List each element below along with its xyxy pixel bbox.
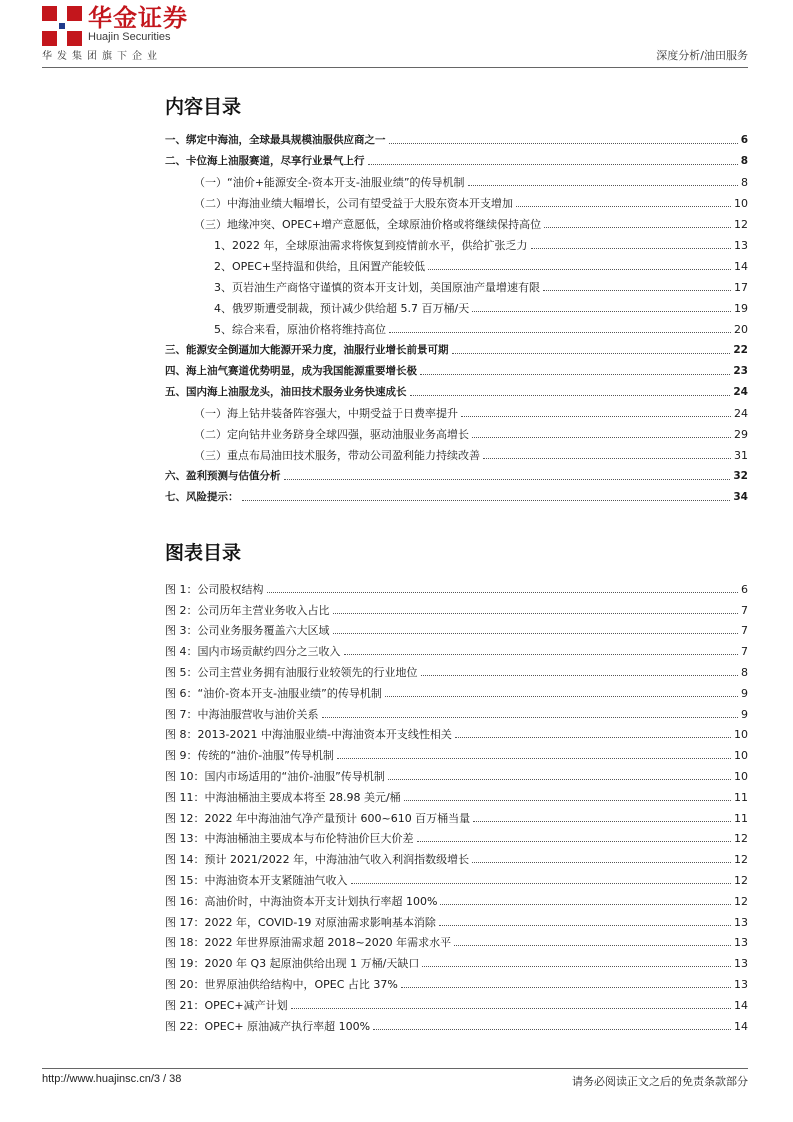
toc-entry[interactable] xyxy=(165,168,748,189)
toc-entry-page: 24 xyxy=(734,407,748,420)
figure-entry-page: 11 xyxy=(734,790,748,804)
toc-entry[interactable] xyxy=(165,231,748,252)
dot-leader xyxy=(417,841,732,842)
toc-entry-page: 17 xyxy=(734,281,748,294)
dot-leader xyxy=(333,633,739,634)
toc-entry-text: （一）“油价+能源安全-资本开支-油服业绩”的传导机制 xyxy=(194,176,465,189)
figure-list-title: 图表目录 xyxy=(165,542,242,564)
figure-entry-text: 图 17：2022 年，COVID-19 对原油需求影响基本消除 xyxy=(165,915,436,929)
dot-leader xyxy=(333,613,739,614)
toc-entry-page: 24 xyxy=(733,386,748,398)
toc-entry-text: 3、页岩油生产商恪守谨慎的资本开支计划，美国原油产量增速有限 xyxy=(214,281,540,294)
dot-leader xyxy=(472,862,731,863)
toc-list xyxy=(165,126,748,504)
dot-leader xyxy=(516,206,731,207)
dot-leader xyxy=(468,185,738,186)
dot-leader xyxy=(439,925,731,926)
figure-entry[interactable] xyxy=(165,991,748,1012)
figure-entry-text: 图 12：2022 年中海油油气净产量预计 600~610 百万桶当量 xyxy=(165,811,471,825)
figure-entry-text: 图 10：国内市场适用的“油价-油服”传导机制 xyxy=(165,769,385,783)
figure-entry-text: 图 7：中海油服营收与油价关系 xyxy=(165,707,319,721)
toc-entry-page: 22 xyxy=(733,344,748,356)
figure-entry-page: 12 xyxy=(734,894,748,908)
dot-leader xyxy=(404,800,731,801)
dot-leader xyxy=(472,437,731,438)
toc-entry-text: 五、国内海上油服龙头，油田技术服务业务快速成长 xyxy=(165,386,407,398)
figure-entry-text: 图 6：“油价-资本开支-油服业绩”的传导机制 xyxy=(165,686,382,700)
dot-leader xyxy=(421,675,739,676)
brand-name-en: Huajin Securities xyxy=(88,31,171,43)
figure-entry[interactable] xyxy=(165,741,748,762)
toc-entry-page: 12 xyxy=(734,218,748,231)
report-type: 深度分析/油田服务 xyxy=(656,49,748,62)
figure-entry-text: 图 21：OPEC+减产计划 xyxy=(165,998,288,1012)
toc-entry-text: 1、2022 年，全球原油需求将恢复到疫情前水平，供给扩张乏力 xyxy=(214,239,528,252)
figure-entry-page: 7 xyxy=(741,624,748,638)
toc-entry-page: 34 xyxy=(733,491,748,503)
figure-entry-text: 图 2：公司历年主营业务收入占比 xyxy=(165,603,330,617)
figure-entry-page: 9 xyxy=(741,686,748,700)
dot-leader xyxy=(373,1029,731,1030)
huajin-logo-icon xyxy=(42,6,82,46)
figure-entry-page: 14 xyxy=(734,1019,748,1033)
toc-entry-text: 七、风险提示： xyxy=(165,491,239,503)
dot-leader xyxy=(385,696,738,697)
dot-leader xyxy=(428,269,731,270)
toc-entry-page: 8 xyxy=(740,155,748,167)
toc-entry[interactable] xyxy=(165,462,748,483)
dot-leader xyxy=(473,821,731,822)
dot-leader xyxy=(368,164,738,165)
toc-entry[interactable] xyxy=(165,189,748,210)
toc-entry-text: 一、绑定中海油，全球最具规模油服供应商之一 xyxy=(165,134,386,146)
dot-leader xyxy=(337,758,731,759)
dot-leader xyxy=(242,500,731,501)
toc-entry-text: 六、盈利预测与估值分析 xyxy=(165,470,281,482)
figure-entry-page: 14 xyxy=(734,998,748,1012)
toc-entry-page: 6 xyxy=(740,134,748,146)
figure-entry-text: 图 13：中海油桶油主要成本与布伦特油价巨大价差 xyxy=(165,832,414,846)
brand-name-cn: 华金证券 xyxy=(88,4,188,32)
figure-entry-text: 图 16：高油价时，中海油资本开支计划执行率超 100% xyxy=(165,894,438,908)
figure-entry[interactable] xyxy=(165,970,748,991)
figure-entry[interactable] xyxy=(165,866,748,887)
figure-entry-page: 12 xyxy=(734,873,748,887)
toc-entry-text: （二）定向钻井业务跻身全球四强，驱动油服业务高增长 xyxy=(194,428,469,441)
toc-entry-text: 4、俄罗斯遭受制裁，预计减少供给超 5.7 百万桶/天 xyxy=(214,302,470,315)
figure-entry[interactable] xyxy=(165,721,748,742)
toc-entry[interactable] xyxy=(165,336,748,357)
dot-leader xyxy=(410,395,731,396)
dot-leader xyxy=(420,374,730,375)
figure-entry[interactable] xyxy=(165,887,748,908)
figure-entry[interactable] xyxy=(165,929,748,950)
toc-entry[interactable] xyxy=(165,420,748,441)
dot-leader xyxy=(388,779,731,780)
figure-entry[interactable] xyxy=(165,908,748,929)
dot-leader xyxy=(389,332,731,333)
toc-entry[interactable] xyxy=(165,315,748,336)
dot-leader xyxy=(389,143,738,144)
toc-entry-page: 31 xyxy=(734,449,748,462)
toc-entry[interactable] xyxy=(165,252,748,273)
toc-entry-page: 32 xyxy=(733,470,748,482)
figure-entry[interactable] xyxy=(165,700,748,721)
toc-entry[interactable] xyxy=(165,210,748,231)
toc-entry-text: （一）海上钻井装备阵容强大，中期受益于日费率提升 xyxy=(194,407,458,420)
figure-entry-text: 图 8：2013-2021 中海油服业绩-中海油资本开支线性相关 xyxy=(165,728,452,742)
toc-entry-text: 二、卡位海上油服赛道，尽享行业景气上行 xyxy=(165,155,365,167)
toc-entry-text: 2、OPEC+坚持温和供给，且闲置产能较低 xyxy=(214,260,426,273)
dot-leader xyxy=(284,479,731,480)
figure-entry[interactable] xyxy=(165,783,748,804)
figure-entry[interactable] xyxy=(165,658,748,679)
toc-entry-text: 5、综合来看，原油价格将维持高位 xyxy=(214,323,386,336)
figure-entry-page: 10 xyxy=(734,769,748,783)
toc-entry[interactable] xyxy=(165,378,748,399)
toc-entry-text: （二）中海油业绩大幅增长，公司有望受益于大股东资本开支增加 xyxy=(194,197,513,210)
toc-entry-text: （三）重点布局油田技术服务，带动公司盈利能力持续改善 xyxy=(194,449,480,462)
figure-entry-text: 图 3：公司业务服务覆盖六大区域 xyxy=(165,624,330,638)
figure-entry-page: 10 xyxy=(734,728,748,742)
figure-entry[interactable] xyxy=(165,617,748,638)
toc-entry[interactable] xyxy=(165,147,748,168)
dot-leader xyxy=(543,290,731,291)
figure-entry-text: 图 15：中海油资本开支紧随油气收入 xyxy=(165,873,348,887)
figure-entry[interactable] xyxy=(165,949,748,970)
toc-entry-page: 8 xyxy=(741,176,748,189)
figure-entry-text: 图 5：公司主营业务拥有油服行业较领先的行业地位 xyxy=(165,665,418,679)
dot-leader xyxy=(344,654,739,655)
company-slogan: 华发集团旗下企业 xyxy=(42,51,162,62)
figure-entry[interactable] xyxy=(165,845,748,866)
figure-entry-page: 13 xyxy=(734,936,748,950)
figure-entry-text: 图 22：OPEC+ 原油减产执行率超 100% xyxy=(165,1019,371,1033)
figure-entry[interactable] xyxy=(165,575,748,596)
figure-entry[interactable] xyxy=(165,1012,748,1033)
figure-entry-text: 图 18：2022 年世界原油需求超 2018~2020 年需求水平 xyxy=(165,936,452,950)
figure-entry-page: 11 xyxy=(734,811,748,825)
dot-leader xyxy=(291,1008,731,1009)
figure-entry-text: 图 9：传统的“油价-油服”传导机制 xyxy=(165,749,334,763)
dot-leader xyxy=(440,904,731,905)
toc-entry-page: 20 xyxy=(734,323,748,336)
toc-entry[interactable] xyxy=(165,399,748,420)
toc-entry-page: 10 xyxy=(734,197,748,210)
toc-entry-text: 四、海上油气赛道优势明显，成为我国能源重要增长极 xyxy=(165,365,417,377)
figure-entry[interactable] xyxy=(165,762,748,783)
figure-entry-page: 13 xyxy=(734,957,748,971)
figure-entry[interactable] xyxy=(165,804,748,825)
dot-leader xyxy=(544,227,731,228)
dot-leader xyxy=(454,945,731,946)
figure-list xyxy=(165,575,748,1033)
figure-entry-page: 8 xyxy=(741,665,748,679)
dot-leader xyxy=(452,353,731,354)
toc-entry[interactable] xyxy=(165,294,748,315)
dot-leader xyxy=(472,311,731,312)
toc-entry[interactable] xyxy=(165,441,748,462)
footer-disclaimer: 请务必阅读正文之后的免责条款部分 xyxy=(572,1075,748,1088)
figure-entry-text: 图 1：公司股权结构 xyxy=(165,582,264,596)
dot-leader xyxy=(461,416,731,417)
footer-divider xyxy=(42,1068,748,1069)
toc-entry-page: 13 xyxy=(734,239,748,252)
figure-entry-page: 13 xyxy=(734,977,748,991)
figure-entry-page: 12 xyxy=(734,853,748,867)
figure-entry-page: 9 xyxy=(741,707,748,721)
figure-entry-page: 7 xyxy=(741,645,748,659)
figure-entry-page: 6 xyxy=(741,582,748,596)
dot-leader xyxy=(483,458,731,459)
toc-entry[interactable] xyxy=(165,273,748,294)
figure-entry[interactable] xyxy=(165,637,748,658)
header-divider xyxy=(42,67,748,68)
figure-entry[interactable] xyxy=(165,825,748,846)
toc-entry-page: 19 xyxy=(734,302,748,315)
toc-entry[interactable] xyxy=(165,126,748,147)
toc-entry-page: 14 xyxy=(734,260,748,273)
toc-title: 内容目录 xyxy=(165,96,242,118)
dot-leader xyxy=(422,966,731,967)
dot-leader xyxy=(267,592,739,593)
figure-entry-text: 图 14：预计 2021/2022 年，中海油油气收入利润指数级增长 xyxy=(165,853,470,867)
figure-entry[interactable] xyxy=(165,596,748,617)
footer-url-page[interactable]: http://www.huajinsc.cn/3 / 38 xyxy=(42,1073,182,1085)
figure-entry-page: 13 xyxy=(734,915,748,929)
figure-entry-text: 图 11：中海油桶油主要成本将至 28.98 美元/桶 xyxy=(165,790,401,804)
figure-entry-text: 图 4：国内市场贡献约四分之三收入 xyxy=(165,645,341,659)
toc-entry-page: 29 xyxy=(734,428,748,441)
toc-entry[interactable] xyxy=(165,357,748,378)
dot-leader xyxy=(401,987,731,988)
figure-entry-page: 7 xyxy=(741,603,748,617)
dot-leader xyxy=(322,717,739,718)
toc-entry-text: （三）地缘冲突、OPEC+增产意愿低，全球原油价格或将继续保持高位 xyxy=(194,218,542,231)
toc-entry-page: 23 xyxy=(733,365,748,377)
dot-leader xyxy=(531,248,732,249)
dot-leader xyxy=(455,737,731,738)
figure-entry-text: 图 19：2020 年 Q3 起原油供给出现 1 万桶/天缺口 xyxy=(165,957,420,971)
toc-entry[interactable] xyxy=(165,483,748,504)
figure-entry[interactable] xyxy=(165,679,748,700)
figure-entry-page: 12 xyxy=(734,832,748,846)
dot-leader xyxy=(351,883,732,884)
figure-entry-page: 10 xyxy=(734,749,748,763)
toc-entry-text: 三、能源安全倒逼加大能源开采力度，油服行业增长前景可期 xyxy=(165,344,449,356)
figure-entry-text: 图 20：世界原油供给结构中，OPEC 占比 37% xyxy=(165,977,398,991)
